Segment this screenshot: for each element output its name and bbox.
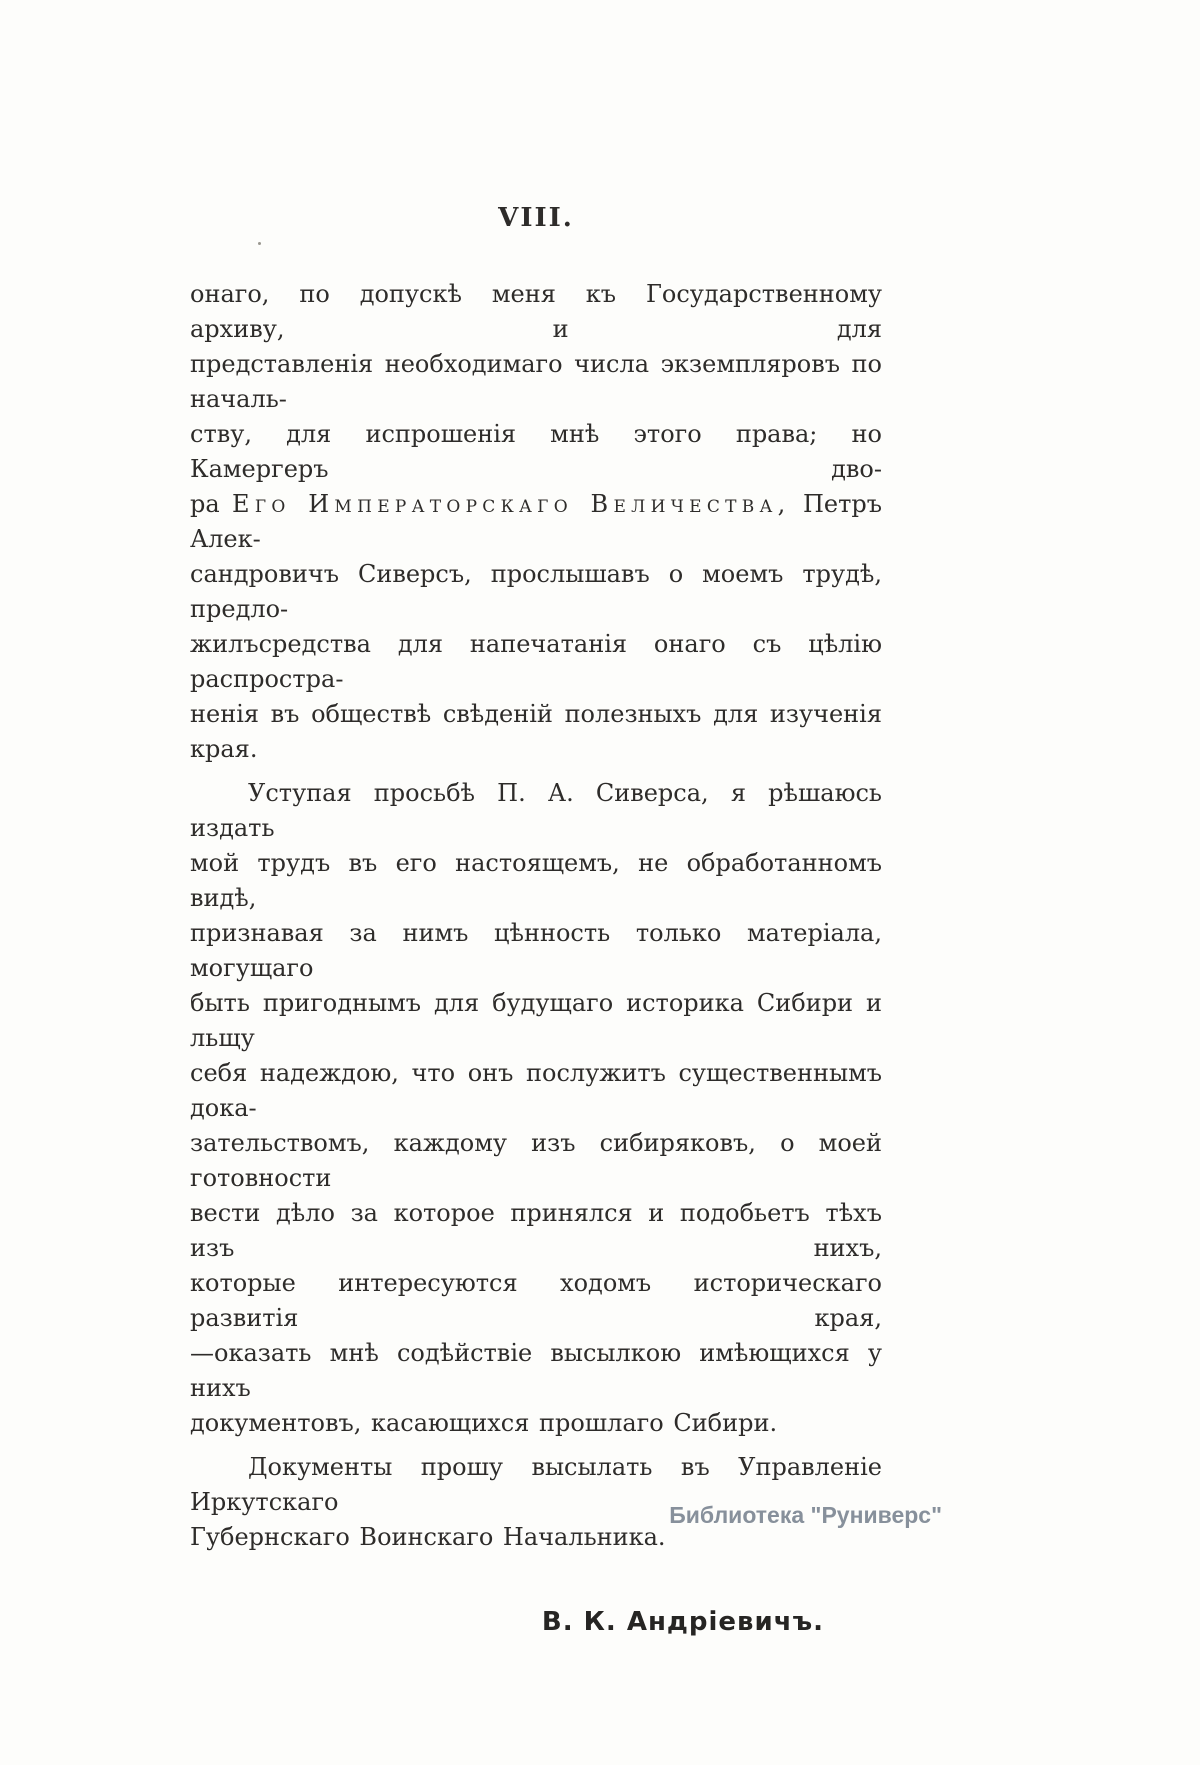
text-line: мой трудъ въ его настоящемъ, не обработанномъ видѣ, [190, 849, 882, 912]
text-segment: ра [190, 490, 220, 518]
paragraph-1 [190, 277, 882, 767]
text-line: которые интересуются ходомъ историческаго развитія края, [190, 1269, 882, 1332]
text-line: признавая за нимъ цѣнность только матеріала, могущаго [190, 919, 882, 982]
text-line: документовъ, касающихся прошлаго Сибири. [190, 1409, 778, 1437]
text-line: быть пригоднымъ для будущаго историка Сибири и льщу [190, 989, 882, 1052]
page-number: VIII. [498, 203, 574, 233]
author-signature: В. К. Андріевичъ. [541, 1607, 824, 1637]
imperial-title-emphasis: Его Императорскаго Величества, [232, 490, 791, 518]
text-line: Губернскаго Воинскаго Начальника. [190, 1523, 666, 1551]
text-line: Документы прошу высылать въ Управленіе Иркутскаго [190, 1453, 882, 1516]
text-line: представленія необходимаго числа экземпляровъ по началь- [190, 350, 882, 413]
text-line: Уступая просьбѣ П. А. Сиверса, я рѣшаюсь издать [190, 779, 882, 842]
text-line: вести дѣло за которое принялся и подобьетъ тѣхъ изъ нихъ, [190, 1199, 882, 1262]
text-line: ненія въ обществѣ свѣденій полезныхъ для изученія края. [190, 700, 882, 763]
text-line: зательствомъ, каждому изъ сибиряковъ, о моей готовности [190, 1129, 882, 1192]
library-watermark: Библиотека "Руниверс" [669, 1502, 942, 1528]
text-line [190, 487, 882, 557]
text-line: —оказать мнѣ содѣйствіе высылкою имѣющихся у нихъ [190, 1339, 882, 1402]
text-line: ству, для испрошенія мнѣ этого права; но Камергеръ дво- [190, 420, 882, 483]
text-block [190, 277, 882, 1637]
text-line: себя надеждою, что онъ послужитъ существеннымъ дока- [190, 1059, 882, 1122]
scan-speck [258, 242, 261, 245]
text-line: жилъсредства для напечатанія онаго съ цѣлію распростра- [190, 630, 882, 693]
text-line: сандровичъ Сиверсъ, прослышавъ о моемъ трудѣ, предло- [190, 560, 882, 623]
paragraph-2 [190, 776, 882, 1441]
text-line: онаго, по допускѣ меня къ Государственному архиву, и для [190, 280, 882, 343]
text-segment: Петръ Алек- [190, 490, 882, 553]
